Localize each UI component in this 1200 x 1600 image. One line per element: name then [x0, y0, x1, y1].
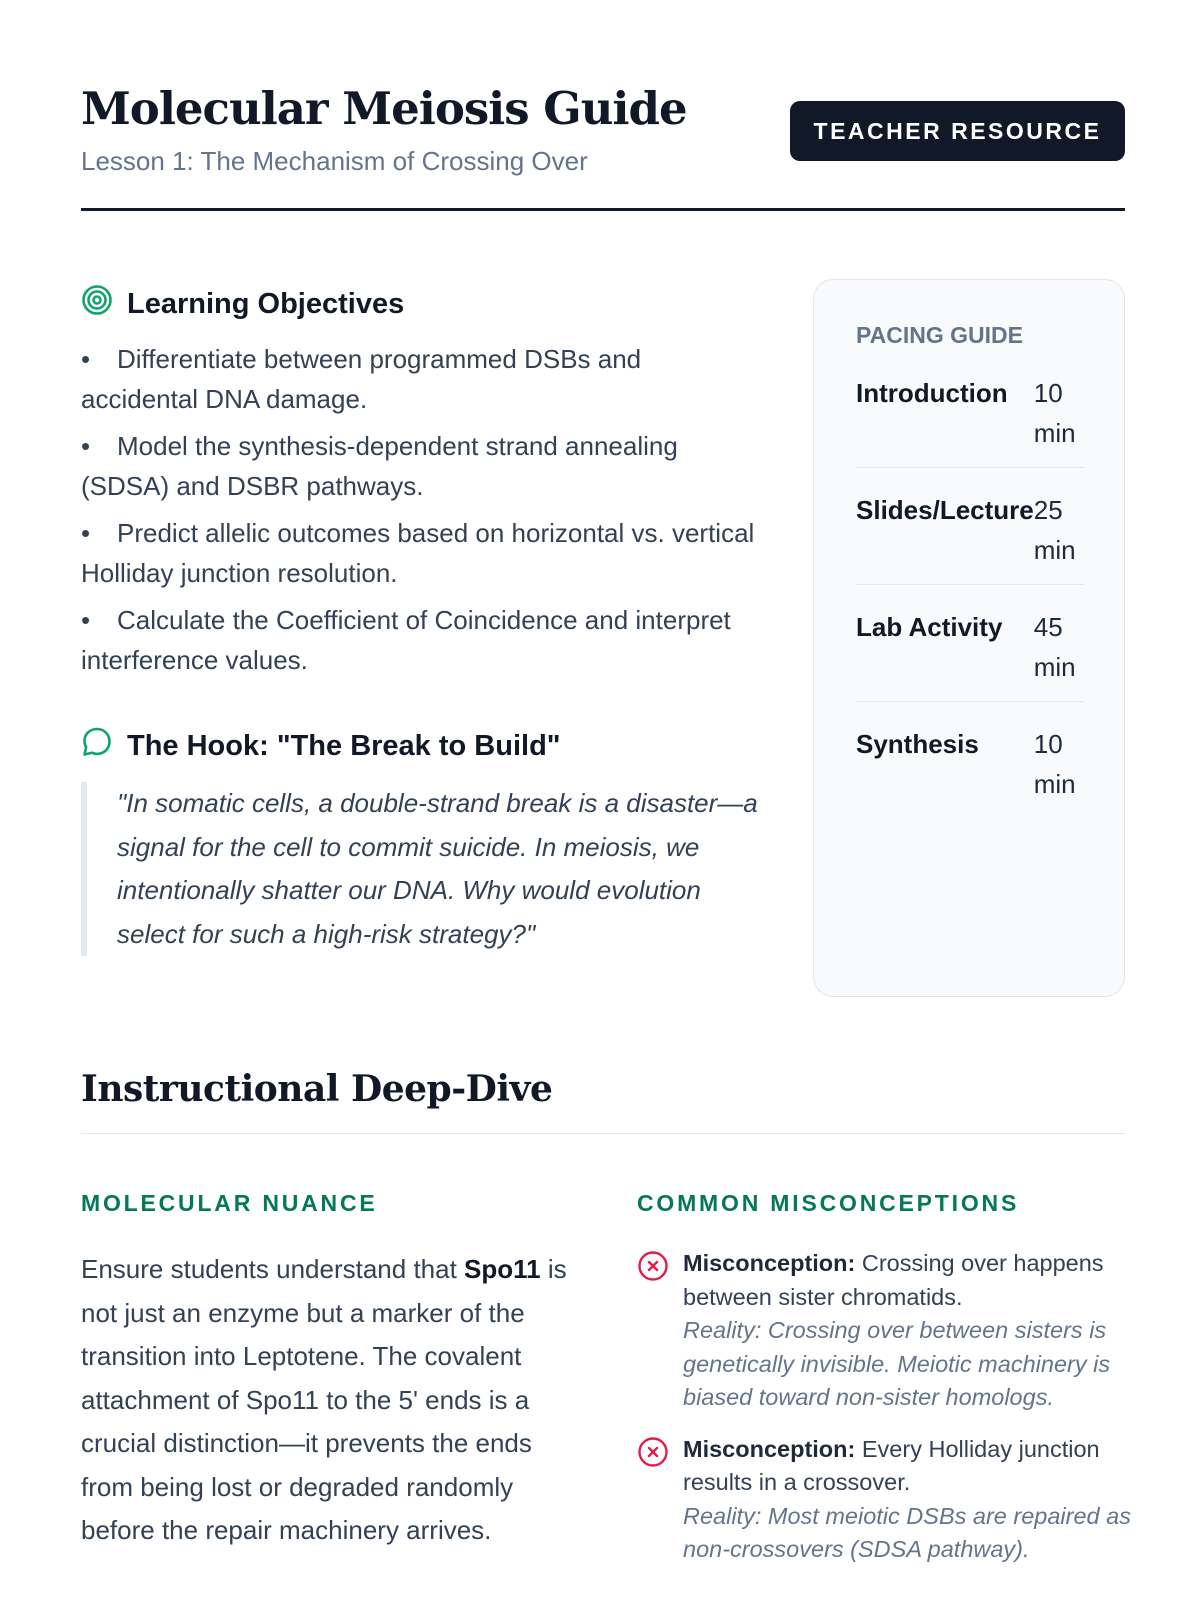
- bullet: •: [81, 605, 91, 635]
- page-subtitle: Lesson 1: The Mechanism of Crossing Over: [81, 146, 588, 176]
- section-divider: [81, 1133, 1125, 1134]
- list-item: • Model the synthesis-dependent strand annealing (SDSA) and DSBR pathways.: [81, 426, 761, 506]
- bullet: •: [81, 344, 91, 374]
- objectives-heading-text: Learning Objectives: [127, 287, 405, 320]
- hook-heading-text: The Hook: "The Break to Build": [127, 729, 561, 762]
- reality-text: Reality: Most meiotic DSBs are repaired as non-crossovers (SDSA pathway).: [683, 1502, 1131, 1562]
- reality-text: Reality: Crossing over between sisters is genetically invisible. Meiotic machinery is biased toward non-sister homologs.: [683, 1317, 1111, 1410]
- molecular-nuance-text: Ensure students understand that Spo11 is not just an enzyme but a marker of the transition into Leptotene. The covalent attachment of Spo11 to the 5' ends is a crucial distinction—it prevents the ends from being lost or degraded randomly before the repair machinery arrives.: [81, 1254, 567, 1545]
- pacing-row: Synthesis 10 min: [856, 729, 1076, 799]
- pacing-guide-title: PACING GUIDE: [856, 322, 1023, 348]
- header-divider: [81, 208, 1125, 211]
- pacing-guide-card: [813, 279, 1125, 997]
- objectives-list: [81, 339, 761, 687]
- pacing-table: [856, 373, 1084, 818]
- molecular-nuance-label: MOLECULAR NUANCE: [81, 1190, 378, 1216]
- x-circle-icon: [637, 1250, 669, 1415]
- target-icon: [81, 284, 113, 324]
- hook-heading: [81, 726, 561, 766]
- teacher-resource-badge: TEACHER RESOURCE: [790, 101, 1125, 161]
- pacing-row: Slides/Lecture 25 min: [856, 468, 1084, 585]
- list-item: • Calculate the Coefficient of Coincidence and interpret interference values.: [81, 600, 761, 680]
- pacing-row: Lab Activity 45 min: [856, 585, 1084, 702]
- misconception-item: Misconception: Crossing over happens between sister chromatids. Reality: Crossing over between sisters is genetically invisible. Meiotic machinery is biased toward non-sister homologs.: [637, 1247, 1132, 1415]
- chat-bubble-icon: [81, 726, 113, 766]
- hook-quote: "In somatic cells, a double-strand break is a disaster—a signal for the cell to commit suicide. In meiosis, we intentionally shatter our DNA. Why would evolution select for such a high-risk strategy?": [81, 782, 771, 956]
- objectives-heading: [81, 284, 404, 324]
- misconceptions-label: COMMON MISCONCEPTIONS: [637, 1190, 1020, 1216]
- bullet: •: [81, 431, 91, 461]
- bullet: •: [81, 518, 91, 548]
- x-circle-icon: [637, 1436, 669, 1567]
- misconception-item: Misconception: Every Holliday junction results in a crossover. Reality: Most meiotic DSBs are repaired as non-crossovers (SDSA pathway).: [637, 1433, 1132, 1567]
- deep-dive-heading: Instructional Deep-Dive: [81, 1068, 553, 1110]
- pacing-row: Introduction 10 min: [856, 373, 1084, 468]
- list-item: • Differentiate between programmed DSBs and accidental DNA damage.: [81, 339, 761, 419]
- misconceptions-list: [637, 1247, 1132, 1585]
- list-item: • Predict allelic outcomes based on horizontal vs. vertical Holliday junction resolution.: [81, 513, 761, 593]
- page-title: Molecular Meiosis Guide: [81, 82, 687, 135]
